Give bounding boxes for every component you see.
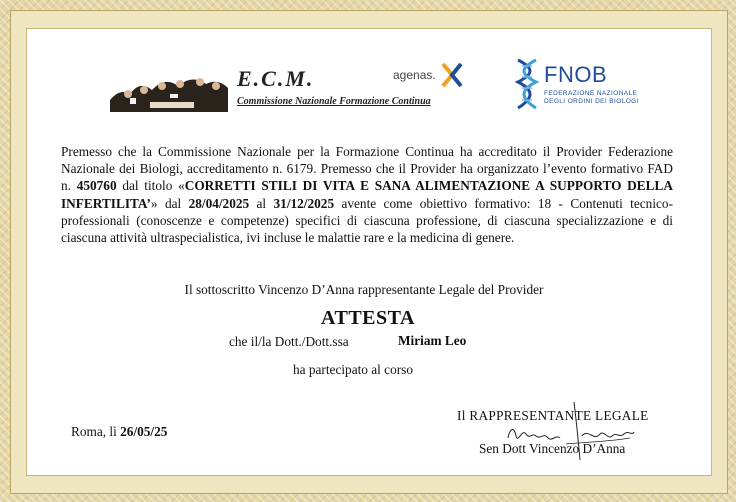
place-date — [71, 424, 167, 440]
participation-line: ha partecipato al corso — [293, 362, 413, 377]
attesta-heading: ATTESTA — [321, 307, 415, 329]
ecm-subtitle: Commissione Nazionale Formazione Continua — [237, 96, 431, 107]
premise-paragraph — [61, 143, 673, 246]
participant-label: che il/la Dott./Dott.ssa — [229, 334, 349, 349]
legal-representative-name: Sen Dott Vincenzo D’Anna — [479, 441, 626, 456]
signer-line: Il sottoscritto Vincenzo D’Anna rappresentante Legale del Provider — [184, 282, 544, 297]
date-to: 31/12/2025 — [273, 195, 335, 211]
participant-name: Miriam Leo — [398, 333, 467, 348]
agenas-mark-icon — [441, 62, 463, 88]
premise-text-a: Premesso che la Commissione Nazionale per la Formazione Continua ha accreditato il Provider Federazione Nazionale dei Biologi, accreditamento n. 6179. Premesso che il Provider ha organizzato l’evento formativo FAD n. — [61, 144, 673, 194]
premise-text-b: dal titolo « — [116, 178, 185, 194]
legal-representative-title: Il RAPPRESENTANTE LEGALE — [457, 408, 649, 423]
issue-date: 26/05/25 — [120, 424, 168, 439]
ecm-title: E.C.M. — [237, 66, 315, 91]
agenas-label: agenas. — [393, 68, 436, 82]
date-from: 28/04/2025 — [188, 195, 250, 211]
premise-text-c: » dal — [150, 195, 189, 211]
place-prefix: Roma, lì — [71, 424, 117, 439]
course-title: CORRETTI STILI DI VITA E SANA ALIMENTAZIONE A SUPPORTO DELLA INFERTILITA’ — [61, 178, 673, 211]
premise-text-e: avente come obiettivo formativo: 18 - Contenuti tecnico-professionali (conoscenze e competenze) specifici di ciascuna professione, di ciascuna specializzazione e di ciascuna attività ultraspecialistica, ivi incluse le malattie rare e la medicina di genere. — [61, 195, 673, 246]
event-number: 450760 — [76, 178, 117, 194]
fnob-subtitle-line2: DEGLI ORDINI DEI BIOLOGI — [544, 98, 639, 105]
fnob-subtitle-line1: FEDERAZIONE NAZIONALE — [544, 90, 638, 97]
fnob-name: FNOB — [544, 62, 608, 87]
fnob-logo — [514, 58, 639, 112]
dna-helix-icon — [514, 58, 542, 110]
agenas-logo — [393, 62, 473, 90]
ecm-painting-logo — [110, 70, 228, 112]
premise-text-d: al — [249, 195, 274, 211]
handwritten-signature — [496, 398, 646, 462]
